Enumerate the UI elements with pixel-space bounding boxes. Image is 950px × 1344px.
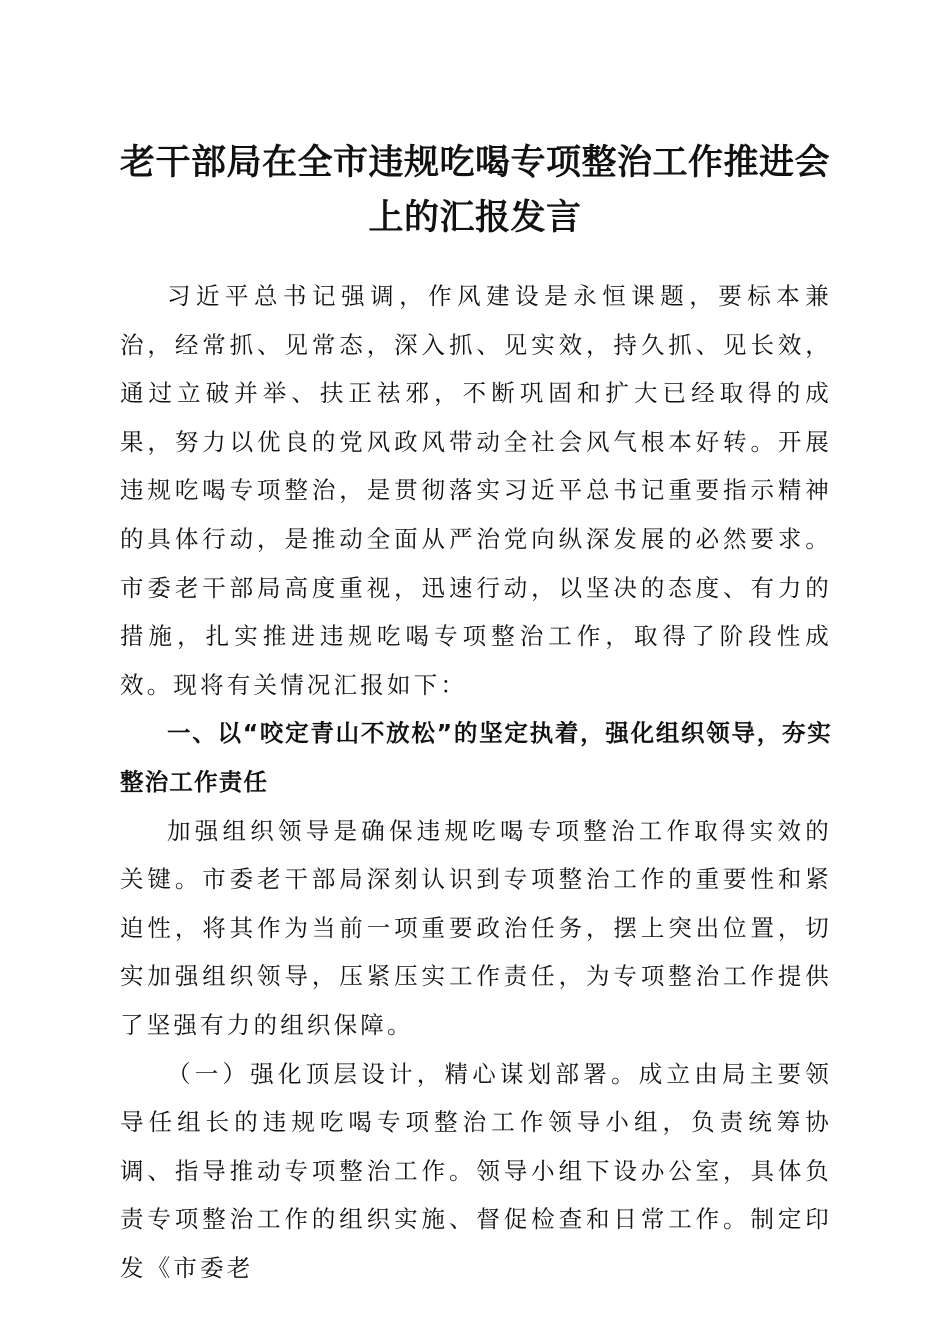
document-title: 老干部局在全市违规吃喝专项整治工作推进会上的汇报发言 — [119, 142, 830, 238]
body-paragraph: （一）强化顶层设计，精心谋划部署。成立由局主要领导任组长的违规吃喝专项整治工作领导小组，负责统筹协调、指导推动专项整治工作。领导小组下设办公室，具体负责专项整治工作的组织实施、督促检查和日常工作。制定印发《市委老 — [120, 1059, 832, 1282]
section-heading: 一、以“咬定青山不放松”的坚定执着，强化组织领导，夯实整治工作责任 — [120, 719, 832, 796]
intro-paragraph: 习近平总书记强调，作风建设是永恒课题，要标本兼治，经常抓、见常态，深入抓、见实效，持久抓、见长效，通过立破并举、扶正祛邪，不断巩固和扩大已经取得的成果，努力以优良的党风政风带动全社会风气根本好转。开展违规吃喝专项整治，是贯彻落实习近平总书记重要指示精神的具体行动，是推动全面从严治党向纵深发展的必然要求。市委老干部局高度重视，迅速行动，以坚决的态度、有力的措施，扎实推进违规吃喝专项整治工作，取得了阶段性成效。现将有关情况汇报如下： — [120, 282, 832, 699]
body-paragraph: 加强组织领导是确保违规吃喝专项整治工作取得实效的关键。市委老干部局深刻认识到专项整治工作的重要性和紧迫性，将其作为当前一项重要政治任务，摆上突出位置，切实加强组织领导，压紧压实工作责任，为专项整治工作提供了坚强有力的组织保障。 — [120, 816, 832, 1039]
document-body — [120, 272, 832, 1292]
